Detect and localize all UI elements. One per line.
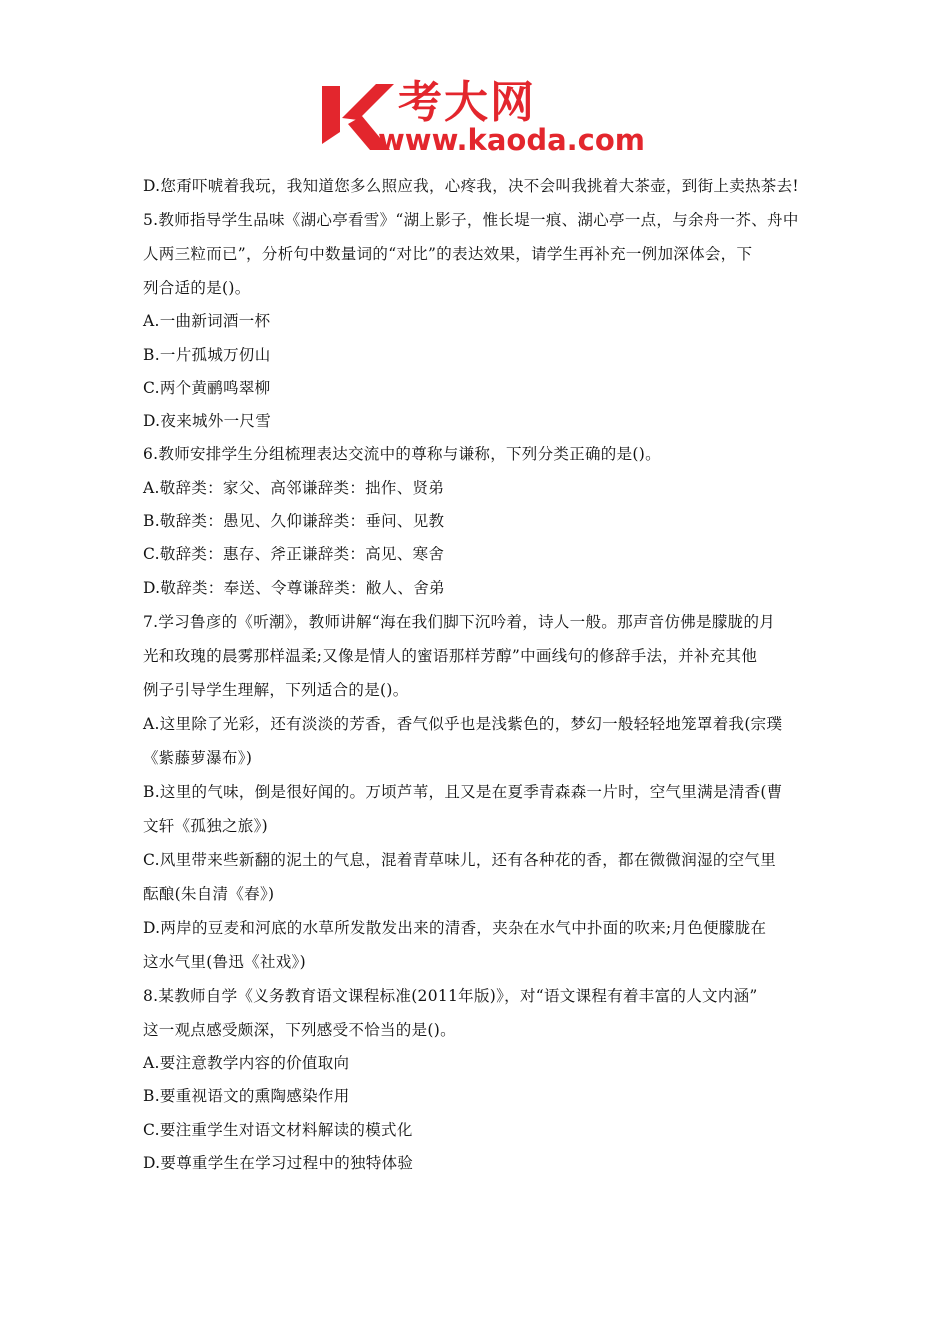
- question-5-option-d: D.夜来城外一尺雪: [143, 412, 272, 431]
- question-6-option-a: A.敬辞类：家父、高邻谦辞类：拙作、贤弟: [143, 478, 445, 497]
- kaoda-logo: [318, 78, 648, 162]
- question-8-option-c: C.要注重学生对语文材料解读的模式化: [143, 1120, 413, 1139]
- question-7-option-b-line-1: B.这里的气味，倒是很好闻的。万顷芦苇，且又是在夏季青森森一片时，空气里满是清香(曹: [143, 782, 783, 801]
- question-5-line-2: 人两三粒而已”，分析句中数量词的“对比”的表达效果，请学生再补充一例加深体会，下: [143, 245, 753, 264]
- question-7-line-2: 光和玫瑰的晨雾那样温柔;又像是情人的蜜语那样芳醇”中画线句的修辞手法，并补充其他: [143, 646, 758, 665]
- question-7-option-c-line-2: 酝酿(朱自清《春》): [143, 884, 275, 903]
- question-7-option-b-line-2: 文轩《孤独之旅》): [143, 816, 268, 835]
- question-7-option-d-line-1: D.两岸的豆麦和河底的水草所发散发出来的清香，夹杂在水气中扑面的吹来;月色便朦胧在: [143, 918, 767, 937]
- question-5-option-b: B.一片孤城万仞山: [143, 345, 271, 364]
- question-8-line-2: 这一观点感受颇深，下列感受不恰当的是()。: [143, 1020, 456, 1039]
- question-7-option-c-line-1: C.风里带来些新翻的泥土的气息，混着青草味儿，还有各种花的香，都在微微润湿的空气里: [143, 850, 777, 869]
- question-8-option-b: B.要重视语文的熏陶感染作用: [143, 1087, 350, 1106]
- document-body: [143, 170, 813, 1180]
- question-6-option-b: B.敬辞类：愚见、久仰谦辞类：垂问、见教: [143, 512, 445, 531]
- question-5-option-c: C.两个黄鹂鸣翠柳: [143, 378, 271, 397]
- question-6-stem: 6.教师安排学生分组梳理表达交流中的尊称与谦称，下列分类正确的是()。: [143, 445, 661, 464]
- question-8-option-d: D.要尊重学生在学习过程中的独特体验: [143, 1153, 414, 1172]
- question-6-option-c: C.敬辞类：惠存、斧正谦辞类：高见、寒舍: [143, 545, 445, 564]
- logo-title: 考大网: [398, 77, 536, 128]
- question-6-option-d: D.敬辞类：奉送、令尊谦辞类：敝人、舍弟: [143, 578, 445, 597]
- question-7-line-1: 7.学习鲁彦的《听潮》，教师讲解“海在我们脚下沉吟着，诗人一般。那声音仿佛是朦胧的月: [143, 612, 776, 631]
- question-5-line-3: 列合适的是()。: [143, 279, 251, 298]
- question-8-line-1: 8.某教师自学《义务教育语文课程标准(2011年版)》，对“语文课程有着丰富的人文内涵”: [143, 986, 758, 1005]
- question-8-option-a: A.要注意教学内容的价值取向: [143, 1053, 350, 1072]
- question-7-option-a-line-1: A.这里除了光彩，还有淡淡的芳香，香气似乎也是浅紫色的，梦幻一般轻轻地笼罩着我(宗璞: [143, 714, 783, 733]
- question-5-option-a: A.一曲新词酒一杯: [143, 312, 271, 331]
- question-7-option-a-line-2: 《紫藤萝瀑布》): [143, 748, 253, 767]
- question-5-line-1: 5.教师指导学生品味《湖心亭看雪》“湖上影子，惟长堤一痕、湖心亭一点，与余舟一芥、舟中: [143, 211, 799, 230]
- logo-url: www.kaoda.com: [378, 123, 645, 157]
- question-7-line-3: 例子引导学生理解，下列适合的是()。: [143, 680, 409, 699]
- question-7-option-d-line-2: 这水气里(鲁迅《社戏》): [143, 952, 306, 971]
- option-d-prev: D.您甭吓唬着我玩，我知道您多么照应我，心疼我，决不会叫我挑着大茶壶，到街上卖热茶去!: [143, 177, 799, 195]
